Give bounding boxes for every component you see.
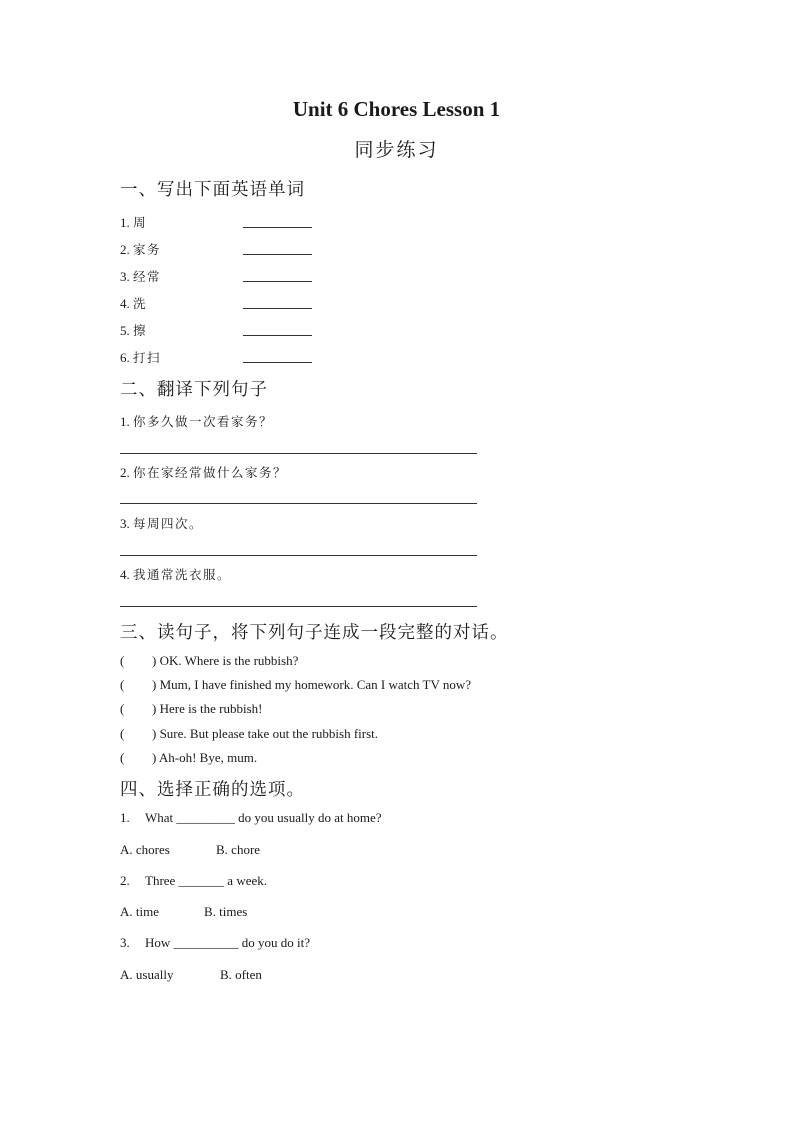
option-b[interactable]: B. often — [220, 967, 262, 982]
order-bracket[interactable]: ( — [120, 677, 125, 692]
section-3-heading: 三、读句子，将下列句子连成一段完整的对话。 — [120, 623, 509, 643]
answer-blank[interactable] — [243, 308, 312, 309]
item-word: 擦 — [133, 323, 148, 338]
dialogue-line: ) Mum, I have finished my homework. Can I watch TV now? — [152, 677, 472, 692]
dialogue-line: ) Here is the rubbish! — [152, 701, 263, 716]
item-number: 4. — [120, 567, 130, 582]
answer-blank[interactable] — [243, 281, 312, 282]
answer-blank[interactable] — [243, 227, 312, 228]
option-a[interactable]: A. usually — [120, 967, 174, 982]
option-a[interactable]: A. time — [120, 904, 159, 919]
dialogue-line: ) Ah-oh! Bye, mum. — [152, 750, 258, 765]
translate-item — [120, 565, 231, 583]
answer-line[interactable] — [120, 555, 477, 556]
option-b[interactable]: B. chore — [216, 842, 261, 857]
order-bracket[interactable]: ( — [120, 726, 125, 741]
vocab-item — [120, 294, 147, 312]
dialogue-line: ) Sure. But please take out the rubbish first. — [152, 726, 379, 741]
translate-item — [120, 514, 203, 532]
question-text: How __________ do you do it? — [145, 935, 311, 950]
item-number: 3. — [120, 516, 130, 531]
question-number: 1. — [120, 810, 130, 825]
vocab-item — [120, 348, 161, 366]
question-number: 2. — [120, 873, 130, 888]
item-word: 打扫 — [133, 350, 162, 365]
answer-line[interactable] — [120, 453, 477, 454]
item-sentence: 你多久做一次看家务？ — [133, 414, 274, 429]
answer-blank[interactable] — [243, 254, 312, 255]
item-sentence: 我通常洗衣服。 — [133, 567, 232, 582]
item-number: 6. — [120, 350, 130, 365]
vocab-item — [120, 321, 147, 339]
dialogue-line: ) OK. Where is the rubbish? — [152, 653, 299, 668]
item-word: 家务 — [133, 242, 162, 257]
translate-item — [120, 463, 287, 481]
answer-line[interactable] — [120, 503, 477, 504]
section-2-heading: 二、翻译下列句子 — [120, 380, 268, 400]
order-bracket[interactable]: ( — [120, 701, 125, 716]
vocab-item — [120, 213, 147, 231]
item-number: 1. — [120, 414, 130, 429]
item-number: 5. — [120, 323, 130, 338]
item-sentence: 你在家经常做什么家务？ — [133, 465, 288, 480]
option-b[interactable]: B. times — [204, 904, 248, 919]
option-a[interactable]: A. chores — [120, 842, 170, 857]
item-number: 1. — [120, 215, 130, 230]
vocab-item — [120, 240, 161, 258]
item-number: 4. — [120, 296, 130, 311]
vocab-item — [120, 267, 161, 285]
page-subtitle: 同步练习 — [354, 139, 439, 161]
item-word: 洗 — [133, 296, 148, 311]
answer-line[interactable] — [120, 606, 477, 607]
item-sentence: 每周四次。 — [133, 516, 204, 531]
order-bracket[interactable]: ( — [120, 653, 125, 668]
item-number: 2. — [120, 242, 130, 257]
section-4-heading: 四、选择正确的选项。 — [120, 780, 305, 800]
answer-blank[interactable] — [243, 362, 312, 363]
question-text: What _________ do you usually do at home? — [145, 810, 382, 825]
item-word: 周 — [133, 215, 148, 230]
page-title: Unit 6 Chores Lesson 1 — [292, 97, 501, 121]
question-number: 3. — [120, 935, 130, 950]
item-number: 3. — [120, 269, 130, 284]
section-1-heading: 一、写出下面英语单词 — [120, 180, 305, 200]
item-word: 经常 — [133, 269, 162, 284]
item-number: 2. — [120, 465, 130, 480]
order-bracket[interactable]: ( — [120, 750, 125, 765]
answer-blank[interactable] — [243, 335, 312, 336]
question-text: Three _______ a week. — [145, 873, 268, 888]
translate-item — [120, 412, 273, 430]
